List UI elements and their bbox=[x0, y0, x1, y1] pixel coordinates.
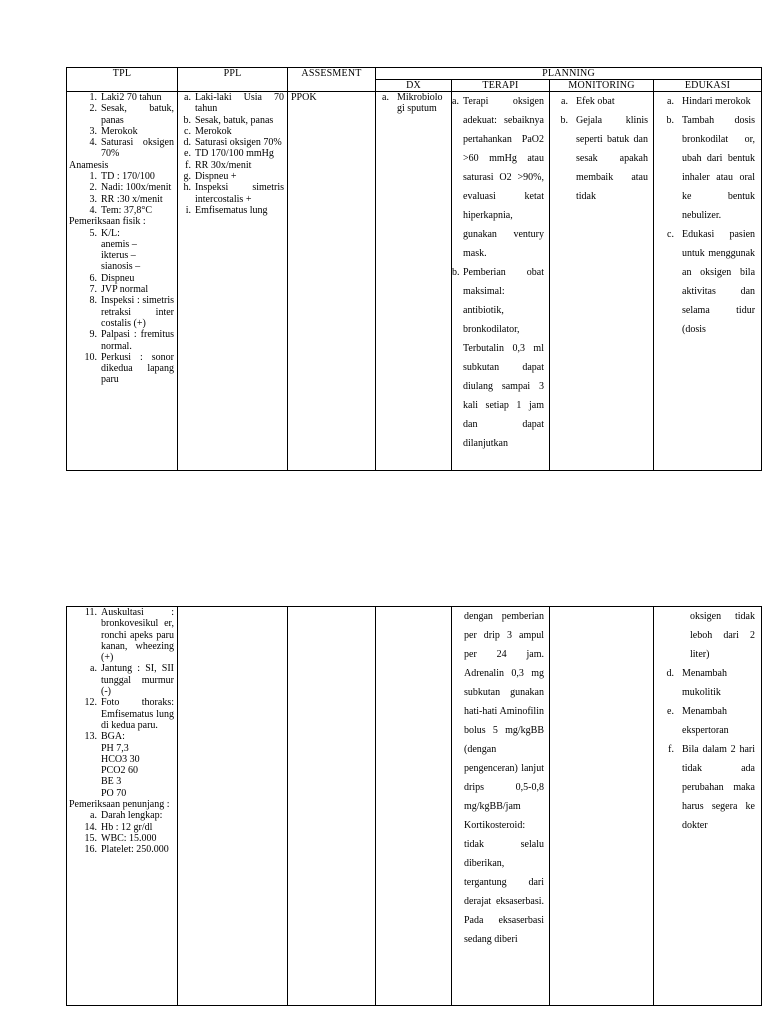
list-item bbox=[67, 92, 174, 103]
cell-tpl bbox=[67, 92, 178, 471]
list-text: HCO3 30 bbox=[101, 753, 140, 765]
list-text: anemis – bbox=[101, 238, 137, 250]
list-text: JVP normal bbox=[101, 284, 149, 296]
list-text: TD : 170/100 bbox=[101, 171, 155, 183]
list-marker: e. bbox=[667, 706, 674, 717]
list-item bbox=[181, 126, 284, 137]
list-item bbox=[67, 776, 174, 787]
list-marker: c. bbox=[667, 229, 674, 240]
list-marker: 9. bbox=[89, 329, 97, 341]
list-text: PO 70 bbox=[101, 787, 127, 799]
list-item bbox=[181, 137, 284, 148]
header-terapi: TERAPI bbox=[452, 80, 550, 92]
list-item bbox=[67, 329, 174, 352]
list-item bbox=[67, 295, 174, 329]
list-marker: b. bbox=[183, 114, 191, 126]
list-marker: d. bbox=[666, 668, 674, 679]
edukasi-continued-text: oksigen tidak leboh dari 2 liter) bbox=[690, 611, 755, 660]
list-marker: 1. bbox=[89, 171, 97, 183]
header-ppl: PPL bbox=[178, 68, 288, 92]
list-text: Terapi oksigen adekuat: sebaiknya pertahankan PaO2 >60 mmHg atau saturasi O2 >90%, evaluasi ketat hiperkapnia, gunakan ventury mask. bbox=[463, 96, 544, 259]
list-item bbox=[67, 731, 174, 742]
list-marker: i. bbox=[185, 204, 191, 216]
list-marker: 4. bbox=[89, 137, 97, 149]
list-text: PCO2 60 bbox=[101, 765, 138, 777]
list-marker: 11. bbox=[84, 607, 97, 618]
list-text: Gejala klinis seperti batuk dan sesak apakah membaik atau tidak bbox=[576, 115, 648, 202]
terapi-list bbox=[452, 92, 549, 453]
list-item bbox=[67, 228, 174, 239]
list-item bbox=[67, 810, 174, 821]
list-item bbox=[181, 160, 284, 171]
list-item bbox=[67, 103, 174, 126]
list-item bbox=[550, 92, 648, 111]
list-text: Laki2 70 tahun bbox=[101, 92, 162, 103]
list-marker bbox=[67, 743, 101, 754]
list-text: Tambah dosis bronkodilat or, ubah dari bentuk inhaler atau oral ke bentuk nebulizer. bbox=[682, 115, 756, 221]
list-text: Darah lengkap: bbox=[101, 810, 163, 822]
list-text: Perkusi : sonor dikedua lapang paru bbox=[101, 351, 174, 386]
header-edukasi: EDUKASI bbox=[654, 80, 762, 92]
list-text: Inspeksi : simetris retraksi inter costalis (+) bbox=[101, 295, 174, 329]
list-text: PH 7,3 bbox=[101, 742, 129, 754]
edukasi-list bbox=[654, 92, 761, 339]
list-marker: 14. bbox=[84, 821, 97, 833]
list-text: Platelet: 250.000 bbox=[101, 844, 169, 856]
list-item bbox=[67, 754, 174, 765]
list-item bbox=[67, 663, 174, 697]
list-text: Laki-laki Usia 70 tahun bbox=[195, 92, 284, 115]
list-item bbox=[181, 171, 284, 182]
list-marker: d. bbox=[183, 137, 191, 149]
cell-ppl bbox=[178, 92, 288, 471]
cell-edukasi-cont bbox=[654, 607, 762, 1006]
list-text: Anamesis bbox=[69, 159, 109, 171]
list-text: Pemberian obat maksimal: antibiotik, bronkodilator, Terbutalin 0,3 ml subkutan dapat diulang sampai 3 kali setiap 1 jam dan dapat dilanjutkan bbox=[463, 267, 544, 449]
list-item bbox=[67, 765, 174, 776]
list-marker: 1. bbox=[89, 92, 97, 103]
list-marker: f. bbox=[185, 159, 191, 171]
list-marker bbox=[67, 239, 101, 250]
list-item bbox=[654, 740, 755, 835]
list-text: Sesak, batuk, panas bbox=[101, 103, 174, 126]
list-marker: a. bbox=[184, 92, 191, 103]
list-text: Mikrobiolo gi sputum bbox=[397, 92, 443, 115]
list-text: Efek obat bbox=[576, 96, 615, 107]
list-item bbox=[181, 205, 284, 216]
list-item bbox=[67, 239, 174, 250]
list-text: Auskultasi : bronkovesikul er, ronchi apeks paru kanan, wheezing (+) bbox=[101, 607, 174, 664]
list-marker: 16. bbox=[84, 844, 97, 856]
list-item bbox=[67, 194, 174, 205]
list-item bbox=[654, 225, 755, 339]
list-marker: 2. bbox=[89, 103, 97, 115]
list-item bbox=[181, 182, 284, 205]
list-text: Inspeksi simetris intercostalis + bbox=[195, 182, 284, 205]
list-text: Merokok bbox=[101, 125, 138, 137]
list-text: Nadi: 100x/menit bbox=[101, 182, 172, 194]
list-text: Edukasi pasien untuk menggunak an oksigen bila aktivitas dan selama tidur (dosis bbox=[682, 229, 756, 335]
list-item bbox=[67, 205, 174, 216]
list-item bbox=[181, 92, 284, 115]
cell-monitoring bbox=[550, 92, 654, 471]
header-dx: DX bbox=[376, 80, 452, 92]
cell-monitoring-cont bbox=[550, 607, 654, 1006]
list-item bbox=[67, 284, 174, 295]
list-marker: 3. bbox=[89, 193, 97, 205]
list-item bbox=[67, 160, 174, 171]
list-item bbox=[67, 844, 174, 855]
list-marker: 10. bbox=[84, 351, 97, 363]
list-marker: 8. bbox=[89, 295, 97, 307]
list-text: Tem: 37,8°C bbox=[101, 204, 153, 216]
list-item bbox=[67, 799, 174, 810]
monitoring-list bbox=[550, 92, 653, 206]
tpl-list bbox=[67, 92, 177, 386]
list-marker: 3. bbox=[89, 125, 97, 137]
cell-terapi bbox=[452, 92, 550, 471]
list-marker: g. bbox=[183, 171, 191, 183]
list-text: BGA: bbox=[101, 731, 125, 743]
list-item bbox=[67, 261, 174, 272]
list-marker: h. bbox=[183, 182, 191, 194]
list-item bbox=[67, 137, 174, 160]
list-marker: b. bbox=[666, 115, 674, 126]
list-item bbox=[550, 111, 648, 206]
list-text: Hb : 12 gr/dl bbox=[101, 821, 153, 833]
list-marker: a. bbox=[90, 663, 97, 675]
list-marker: e. bbox=[184, 148, 191, 160]
list-marker: 7. bbox=[89, 284, 97, 296]
list-item bbox=[654, 664, 755, 702]
cell-terapi-cont bbox=[452, 607, 550, 1006]
list-text: Saturasi oksigen 70% bbox=[195, 137, 282, 149]
list-marker bbox=[67, 765, 101, 776]
list-marker: a. bbox=[452, 96, 459, 107]
list-marker bbox=[67, 250, 101, 261]
terapi-continued-text: dengan pemberian per drip 3 ampul per 24 jam. Adrenalin 0,3 mg subkutan gunakan hati-hati Aminofilin bolus 5 mg/kgBB (dengan pengenceran) lanjut drips 0,5-0,8 mg/kgBB/jam Kortikosteroid: tidak selalu diberikan, tergantung dari derajat eksaserbasi. Pada eksaserbasi sedang diberi bbox=[464, 611, 544, 945]
cell-ppl-cont bbox=[178, 607, 288, 1006]
list-text: Dispneu + bbox=[195, 171, 237, 183]
list-marker bbox=[67, 776, 101, 787]
list-item bbox=[67, 697, 174, 731]
list-item bbox=[67, 250, 174, 261]
list-text: Merokok bbox=[195, 125, 232, 137]
list-text: Saturasi oksigen 70% bbox=[101, 137, 174, 160]
list-item bbox=[67, 788, 174, 799]
list-item bbox=[67, 182, 174, 193]
cell-edukasi bbox=[654, 92, 762, 471]
list-text: Menambah mukolitik bbox=[682, 668, 727, 698]
list-text: Menambah ekspertoran bbox=[682, 706, 729, 736]
soap-table-page-2 bbox=[66, 606, 762, 1006]
list-item bbox=[452, 92, 544, 263]
list-text: Palpasi : fremitus normal. bbox=[101, 329, 174, 352]
list-marker: c. bbox=[184, 125, 191, 137]
list-marker: 4. bbox=[89, 204, 97, 216]
list-text: WBC: 15.000 bbox=[101, 832, 157, 844]
list-marker: a. bbox=[382, 92, 389, 103]
list-marker: a. bbox=[561, 96, 568, 107]
list-text: Bila dalam 2 hari tidak ada perubahan maka harus segera ke dokter bbox=[682, 744, 755, 831]
list-text: Emfisematus lung bbox=[195, 204, 268, 216]
list-item bbox=[67, 126, 174, 137]
list-item bbox=[654, 702, 755, 740]
edukasi-list-cont bbox=[654, 664, 761, 835]
list-item bbox=[67, 352, 174, 386]
list-text: TD 170/100 mmHg bbox=[195, 148, 274, 160]
list-text: Sesak, batuk, panas bbox=[195, 114, 274, 126]
list-item bbox=[67, 822, 174, 833]
list-text: RR 30x/menit bbox=[195, 159, 252, 171]
header-assesment: ASSESMENT bbox=[288, 68, 376, 92]
list-item bbox=[67, 833, 174, 844]
list-item bbox=[67, 171, 174, 182]
list-marker bbox=[67, 261, 101, 272]
list-marker bbox=[67, 754, 101, 765]
list-text: ikterus – bbox=[101, 250, 136, 262]
list-marker: b. bbox=[560, 115, 568, 126]
list-item bbox=[452, 263, 544, 453]
list-text: Foto thoraks: Emfisematus lung di kedua paru. bbox=[101, 697, 174, 731]
list-text: sianosis – bbox=[101, 261, 141, 273]
list-marker: 13. bbox=[84, 731, 97, 743]
header-tpl: TPL bbox=[67, 68, 178, 92]
soap-table-page-1 bbox=[66, 67, 762, 471]
list-item bbox=[654, 92, 755, 111]
list-item bbox=[181, 115, 284, 126]
list-marker: 15. bbox=[84, 832, 97, 844]
cell-tpl-cont bbox=[67, 607, 178, 1006]
list-text: K/L: bbox=[101, 227, 120, 239]
cell-assesment-cont bbox=[288, 607, 376, 1006]
list-item bbox=[67, 607, 174, 663]
list-text: Jantung : SI, SII tunggal murmur (-) bbox=[101, 663, 174, 698]
list-item bbox=[654, 111, 755, 225]
ppl-list bbox=[178, 92, 287, 216]
list-item bbox=[67, 273, 174, 284]
list-text: BE 3 bbox=[101, 776, 122, 788]
list-marker: b. bbox=[452, 267, 460, 278]
list-item bbox=[379, 92, 448, 115]
list-marker: a. bbox=[667, 96, 674, 107]
cell-dx-cont bbox=[376, 607, 452, 1006]
list-item bbox=[181, 148, 284, 159]
header-monitoring: MONITORING bbox=[550, 80, 654, 92]
list-item bbox=[67, 743, 174, 754]
list-marker: 12. bbox=[84, 697, 97, 709]
list-marker: 2. bbox=[89, 182, 97, 194]
list-text: Dispneu bbox=[101, 272, 135, 284]
list-text: RR :30 x/menit bbox=[101, 193, 163, 205]
list-item bbox=[67, 216, 174, 227]
list-text: Hindari merokok bbox=[682, 96, 751, 107]
list-marker: 6. bbox=[89, 272, 97, 284]
list-text: Pemeriksaan fisik : bbox=[69, 216, 146, 228]
list-marker: f. bbox=[668, 744, 674, 755]
assesment-value: PPOK bbox=[291, 92, 317, 103]
list-text: Pemeriksaan penunjang : bbox=[69, 799, 170, 811]
list-marker bbox=[67, 788, 101, 799]
list-marker: a. bbox=[90, 810, 97, 822]
cell-assesment bbox=[288, 92, 376, 471]
cell-dx bbox=[376, 92, 452, 471]
tpl-list-cont bbox=[67, 607, 177, 856]
header-planning: PLANNING bbox=[376, 68, 762, 80]
list-marker: 5. bbox=[89, 227, 97, 239]
dx-list bbox=[376, 92, 451, 115]
